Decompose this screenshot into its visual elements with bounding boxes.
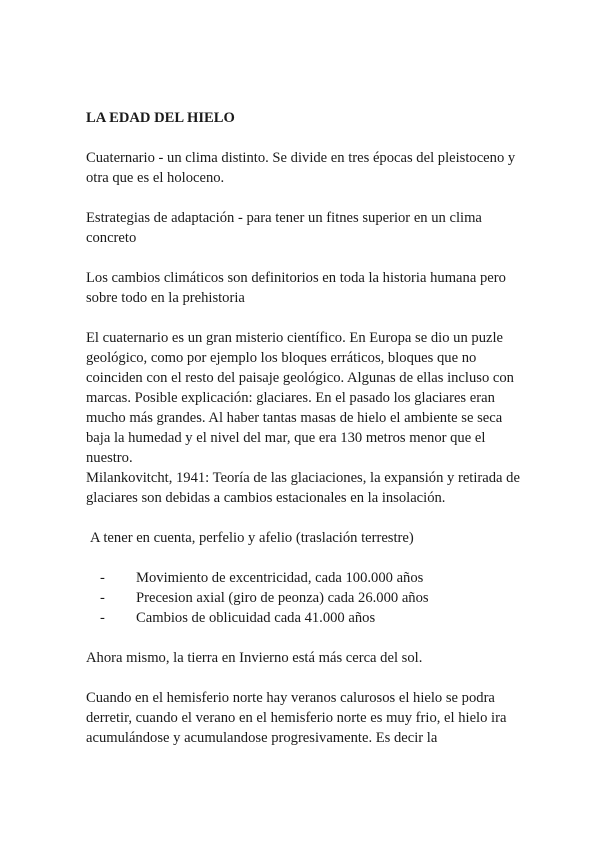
list-item (100, 568, 526, 588)
paragraph-estrategias: Estrategias de adaptación - para tener un fitnes superior en un clima concreto (86, 210, 482, 246)
list-item (100, 608, 526, 628)
bullet-dash: - (100, 570, 105, 586)
paragraph-milankovitch: Milankovitcht, 1941: Teoría de las glaciaciones, la expansión y retirada de glaciares son debidas a cambios estacionales en la insolación. (86, 470, 520, 506)
paragraph-cuaternario: Cuaternario - un clima distinto. Se divide en tres épocas del pleistoceno y otra que es el holoceno. (86, 150, 516, 186)
bullet-dash: - (100, 610, 105, 626)
paragraph-cambios-climaticos: Los cambios climáticos son definitorios en toda la historia humana pero sobre todo en la prehistoria (86, 270, 506, 306)
list-item-text: Cambios de oblicuidad cada 41.000 años (136, 610, 376, 626)
paragraph-hemisferio-norte: Cuando en el hemisferio norte hay veranos calurosos el hielo se podra derretir, cuando el verano en el hemisferio norte es muy frio, el hielo ira acumulándose y acumulandose progresivamente. Es decir la (86, 690, 507, 746)
paragraph-misterio-cientifico: El cuaternario es un gran misterio científico. En Europa se dio un puzle geológico, como por ejemplo los bloques erráticos, bloques que no coinciden con el resto del paisaje geológico. Algunas de ellas incluso con marcas. Posible explicación: glaciares. En el pasado los glaciares eran mucho más grandes. Al haber tantas masas de hielo el ambiente se seca baja la humedad y el nivel del mar, que era 130 metros menor que el nuestro. (86, 330, 514, 466)
paragraph-invierno: Ahora mismo, la tierra en Invierno está más cerca del sol. (86, 650, 423, 666)
cycles-list (86, 568, 526, 628)
document-body (86, 108, 526, 768)
document-title: LA EDAD DEL HIELO (86, 110, 235, 126)
list-item-text: Precesion axial (giro de peonza) cada 26.000 años (136, 590, 429, 606)
list-item-text: Movimiento de excentricidad, cada 100.000 años (136, 570, 424, 586)
list-item (100, 588, 526, 608)
bullet-dash: - (100, 590, 105, 606)
paragraph-perihelio-afelio: A tener en cuenta, perfelio y afelio (traslación terrestre) (90, 530, 414, 546)
